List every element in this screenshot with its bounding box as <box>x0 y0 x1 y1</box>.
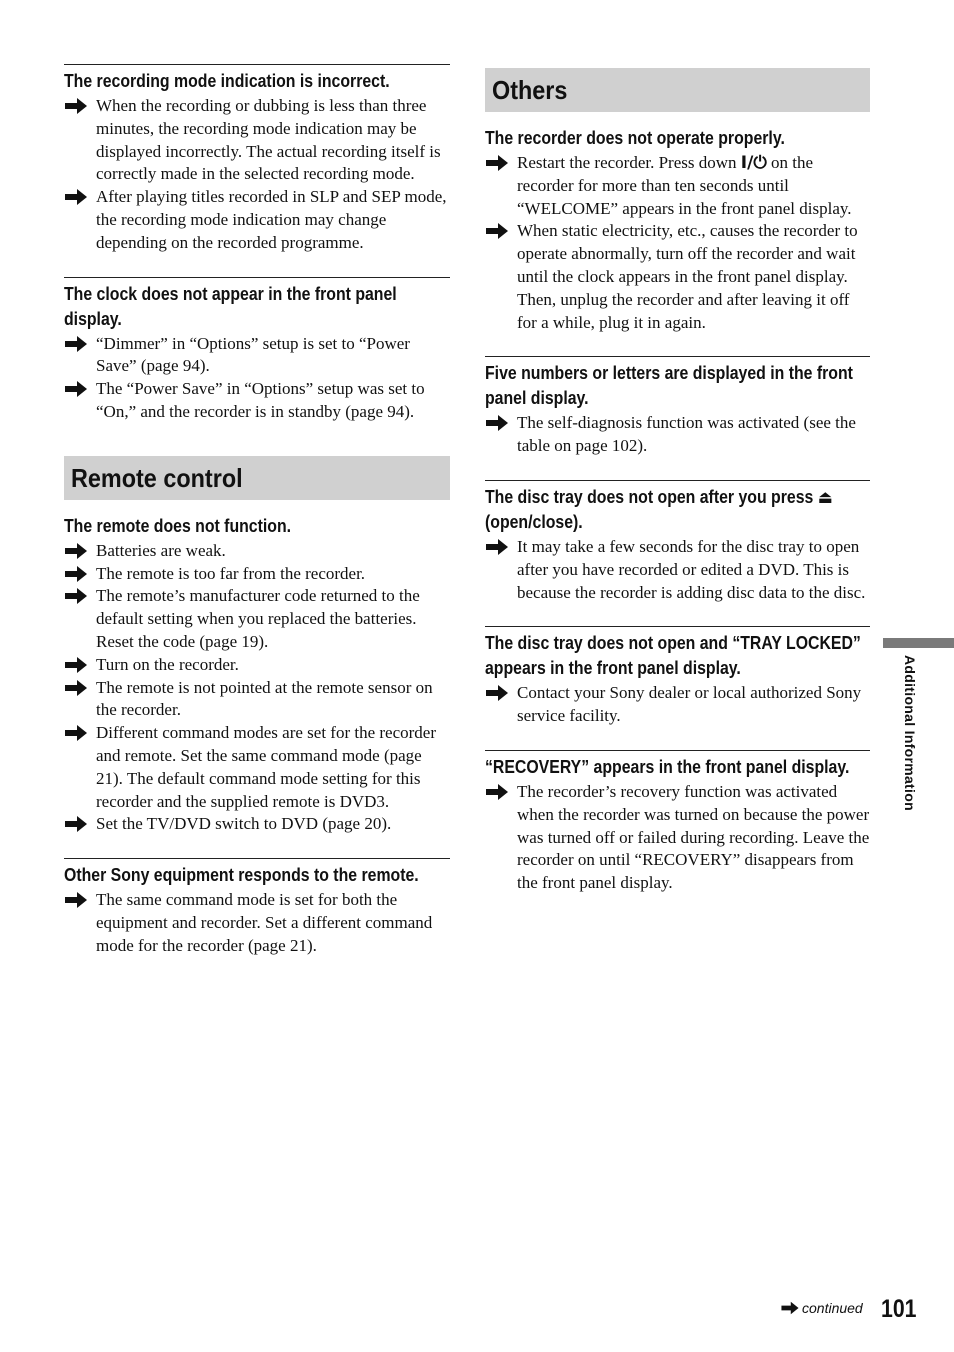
side-tab-marker <box>883 638 954 648</box>
arrow-icon <box>64 679 88 697</box>
topic-tray-locked <box>485 626 870 728</box>
arrow-icon <box>485 154 509 172</box>
list-item: The “Power Save” in “Options” setup was set to “On,” and the recorder is in standby (page 94). <box>64 378 450 424</box>
eject-icon: ⏏ <box>817 486 833 508</box>
topic-title: The disc tray does not open and “TRAY LOCKED” appears in the front panel display. <box>485 633 861 679</box>
arrow-icon <box>64 587 88 605</box>
topic-clock <box>64 277 450 424</box>
list-item: The remote’s manufacturer code returned to the default setting when you replaced the batteries. Reset the code (page 19). <box>64 585 450 653</box>
section-title: Remote control <box>71 462 243 493</box>
list-item: Contact your Sony dealer or local authorized Sony service facility. <box>485 682 870 728</box>
list-item: Turn on the recorder. <box>64 654 450 677</box>
topic-recovery <box>485 750 870 895</box>
list-item: After playing titles recorded in SLP and SEP mode, the recording mode indication may change depending on the recorded programme. <box>64 186 450 254</box>
topic-title: The recorder does not operate properly. <box>485 128 785 148</box>
arrow-icon <box>485 414 509 432</box>
topic-recorder-not-operate <box>485 126 870 334</box>
list-item: The same command mode is set for both the equipment and recorder. Set a different command mode for the recorder (page 21). <box>64 889 450 957</box>
arrow-icon <box>64 188 88 206</box>
list-item: The remote is too far from the recorder. <box>64 563 450 586</box>
list-item: Restart the recorder. Press down I/⏻ on the recorder for more than ten seconds until “WELCOME” appears in the front panel display. <box>485 152 870 220</box>
list-item: Batteries are weak. <box>64 540 450 563</box>
arrow-icon <box>64 815 88 833</box>
list-item: Set the TV/DVD switch to DVD (page 20). <box>64 813 450 836</box>
list-item: It may take a few seconds for the disc tray to open after you have recorded or edited a DVD. This is because the recorder is adding disc data to the disc. <box>485 536 870 604</box>
arrow-icon <box>64 380 88 398</box>
section-title: Others <box>492 75 568 105</box>
side-tab-label: Additional Information <box>902 655 918 811</box>
arrow-icon <box>780 1301 800 1315</box>
topic-disc-tray-not-open <box>485 480 870 604</box>
topic-remote-not-function <box>64 514 450 836</box>
section-header-others <box>485 68 870 112</box>
list-item: When the recording or dubbing is less than three minutes, the recording mode indication may be displayed incorrectly. The actual recording itself is correctly made in the selected recording mode. <box>64 95 450 186</box>
topic-other-sony-equipment <box>64 858 450 957</box>
arrow-icon <box>64 724 88 742</box>
topic-recording-mode <box>64 64 450 255</box>
page-number: 101 <box>881 1295 917 1323</box>
list-item: The remote is not pointed at the remote sensor on the recorder. <box>64 677 450 723</box>
arrow-icon <box>485 783 509 801</box>
list-item: The self-diagnosis function was activated (see the table on page 102). <box>485 412 870 458</box>
topic-title: The recording mode indication is incorrect. <box>64 71 390 91</box>
topic-title: Other Sony equipment responds to the remote. <box>64 865 419 886</box>
arrow-icon <box>485 684 509 702</box>
section-header-remote-control <box>64 456 450 500</box>
topic-title: The clock does not appear in the front panel display. <box>64 283 397 329</box>
arrow-icon <box>64 542 88 560</box>
arrow-icon <box>64 97 88 115</box>
arrow-icon <box>64 335 88 353</box>
left-column <box>64 64 450 958</box>
continued-indicator: continued <box>780 1300 863 1316</box>
topic-title: The remote does not function. <box>64 515 292 536</box>
topic-title: “RECOVERY” appears in the front panel display. <box>485 756 850 777</box>
arrow-icon <box>64 656 88 674</box>
arrow-icon <box>485 538 509 556</box>
arrow-icon <box>64 891 88 909</box>
power-icon: I/⏻ <box>740 153 767 173</box>
arrow-icon <box>485 222 509 240</box>
topic-title: The disc tray does not open after you press ⏏ (open/close). <box>485 486 833 532</box>
topic-title: Five numbers or letters are displayed in the front panel display. <box>485 363 853 409</box>
list-item: “Dimmer” in “Options” setup is set to “Power Save” (page 94). <box>64 333 450 379</box>
arrow-icon <box>64 565 88 583</box>
topic-five-numbers <box>485 356 870 458</box>
list-item: When static electricity, etc., causes the recorder to operate abnormally, turn off the recorder and wait until the clock appears in the front panel display. Then, unplug the recorder and after leaving it off for a while, plug it in again. <box>485 220 870 334</box>
right-column <box>485 64 870 895</box>
list-item: Different command modes are set for the recorder and remote. Set the same command mode (page 21). The default command mode setting for this recorder and the supplied remote is DVD3. <box>64 722 450 813</box>
list-item: The recorder’s recovery function was activated when the recorder was turned on because the power was turned off or failed during recording. Leave the recorder on until “RECOVERY” disappears from the front panel display. <box>485 781 870 895</box>
